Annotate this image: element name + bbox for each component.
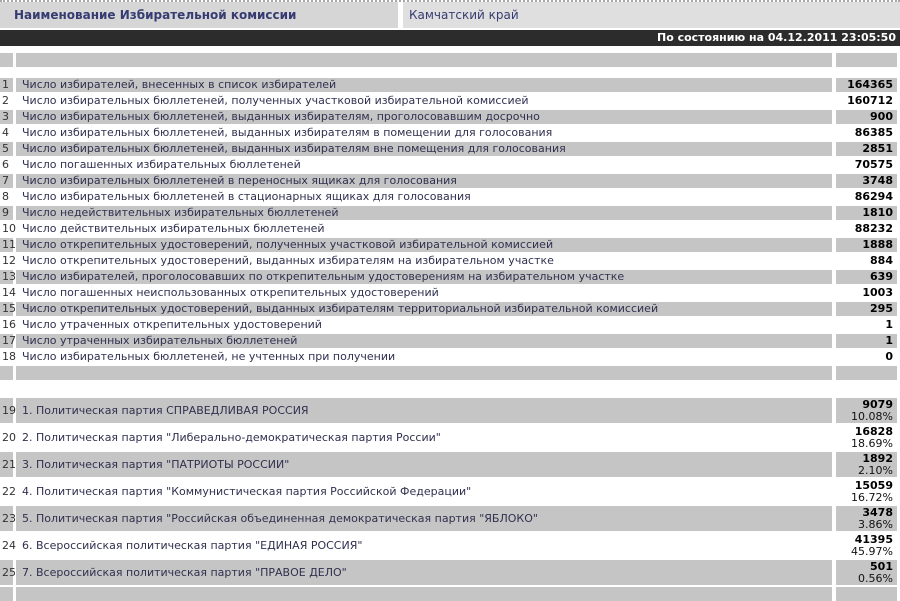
stats-row [0,334,900,348]
row-label: Число действительных избирательных бюллетеней [16,222,832,236]
row-number: 16 [2,318,16,331]
party-result-cell [836,425,897,450]
party-row [0,398,900,423]
party-votes: 15059 [854,479,893,492]
stats-row [0,222,900,236]
spacer-num-cell [0,366,13,380]
spacer-row-top [0,53,900,67]
row-value: 1810 [836,206,897,220]
status-timestamp-text: По состоянию на 04.12.2011 23:05:50 [656,31,896,44]
row-label: Число погашенных избирательных бюллетеней [16,158,832,172]
commission-header [0,0,900,28]
stats-row [0,350,900,364]
party-name-label: 1. Политическая партия СПРАВЕДЛИВАЯ РОССИЯ [16,398,832,423]
row-label: Число избирательных бюллетеней, выданных избирателям вне помещения для голосования [16,142,832,156]
row-value: 1003 [836,286,897,300]
spacer-row-middle [0,366,900,380]
row-number: 25 [0,560,13,585]
party-results-table [0,398,900,585]
stats-row [0,302,900,316]
row-label: Число открепительных удостоверений, выданных избирателям территориальной избирательной комиссией [16,302,832,316]
status-bar [0,30,900,46]
spacer-value-cell [836,587,897,601]
party-percent: 3.86% [858,518,893,531]
party-result-cell [836,506,897,531]
row-number: 9 [0,206,13,220]
spacer-value-cell [836,53,897,67]
stats-row [0,110,900,124]
row-label: Число избирательных бюллетеней, полученных участковой избирательной комиссией [16,94,832,108]
stats-row [0,142,900,156]
row-label: Число утраченных открепительных удостоверений [16,318,832,332]
party-name-label: 6. Всероссийская политическая партия "ЕДИНАЯ РОССИЯ" [16,533,832,558]
row-label: Число открепительных удостоверений, выданных избирателям на избирательном участке [16,254,832,268]
party-row [0,479,900,504]
stats-row [0,158,900,172]
row-number: 19 [0,398,13,423]
party-row [0,560,900,585]
row-label: Число избирателей, проголосовавших по открепительным удостоверениям на избирательном участке [16,270,832,284]
row-value: 1 [836,334,897,348]
spacer-row-bottom-clipped [0,587,900,601]
row-value: 1888 [836,238,897,252]
row-number: 2 [0,94,13,108]
party-row [0,425,900,450]
row-value: 0 [836,350,897,364]
party-result-cell [836,398,897,423]
row-label: Число избирательных бюллетеней, выданных избирателям в помещении для голосования [16,126,832,140]
party-percent: 10.08% [851,410,893,423]
stats-row [0,174,900,188]
stats-table [0,78,900,364]
party-name-label: 3. Политическая партия "ПАТРИОТЫ РОССИИ" [16,452,832,477]
party-percent: 16.72% [851,491,893,504]
stats-row [0,206,900,220]
party-result-cell [836,452,897,477]
row-value: 3748 [836,174,897,188]
row-label: Число избирательных бюллетеней, не учтенных при получении [16,350,832,364]
row-label: Число недействительных избирательных бюллетеней [16,206,832,220]
row-label: Число утраченных избирательных бюллетеней [16,334,832,348]
row-number: 13 [2,270,16,283]
row-value: 2851 [836,142,897,156]
party-result-cell [836,560,897,585]
party-name-label: 4. Политическая партия "Коммунистическая партия Российской Федерации" [16,479,832,504]
row-value: 639 [836,270,897,284]
region-name: Камчатский край [403,2,900,28]
row-number: 20 [0,425,13,450]
party-votes: 501 [870,560,893,573]
row-value: 295 [836,302,897,316]
row-number: 1 [0,78,13,92]
row-number: 15 [2,302,16,315]
spacer-num-cell [0,53,13,67]
row-value: 884 [836,254,897,268]
row-number: 3 [0,110,13,124]
row-number: 12 [2,254,16,267]
row-number: 23 [0,506,13,531]
row-value: 160712 [836,94,897,108]
commission-name-label: Наименование Избирательной комиссии [0,2,398,28]
party-percent: 18.69% [851,437,893,450]
stats-row [0,94,900,108]
party-result-cell [836,533,897,558]
party-name-label: 7. Всероссийская политическая партия "ПРАВОЕ ДЕЛО" [16,560,832,585]
stats-row [0,238,900,252]
row-value: 86385 [836,126,897,140]
party-votes: 16828 [854,425,893,438]
spacer-label-cell [16,366,832,380]
row-number: 6 [0,158,13,172]
spacer-num-cell [0,587,13,601]
spacer-value-cell [836,366,897,380]
row-label: Число избирательных бюллетеней, выданных избирателям, проголосовавшим досрочно [16,110,832,124]
row-label: Число погашенных неиспользованных открепительных удостоверений [16,286,832,300]
row-number: 10 [2,222,16,235]
row-value: 1 [836,318,897,332]
row-number: 11 [2,238,16,251]
row-number: 5 [0,142,13,156]
party-name-label: 5. Политическая партия "Российская объединенная демократическая партия "ЯБЛОКО" [16,506,832,531]
row-label: Число избирателей, внесенных в список избирателей [16,78,832,92]
row-number: 14 [2,286,16,299]
party-percent: 0.56% [858,572,893,585]
party-row [0,452,900,477]
row-value: 900 [836,110,897,124]
row-number: 24 [0,533,13,558]
row-number: 18 [2,350,16,363]
stats-row [0,190,900,204]
row-number: 22 [0,479,13,504]
row-number: 4 [0,126,13,140]
row-label: Число избирательных бюллетеней в стационарных ящиках для голосования [16,190,832,204]
stats-row [0,254,900,268]
party-votes: 1892 [862,452,893,465]
party-row [0,506,900,531]
party-votes: 3478 [862,506,893,519]
stats-row [0,126,900,140]
row-number: 17 [2,334,16,347]
spacer-label-cell [16,53,832,67]
row-value: 164365 [836,78,897,92]
party-votes: 9079 [862,398,893,411]
spacer-label-cell [16,587,832,601]
party-result-cell [836,479,897,504]
party-votes: 41395 [854,533,893,546]
stats-row [0,286,900,300]
row-label: Число открепительных удостоверений, полученных участковой избирательной комиссией [16,238,832,252]
row-number: 21 [0,452,13,477]
party-percent: 2.10% [858,464,893,477]
stats-row [0,318,900,332]
stats-row [0,78,900,92]
row-number: 8 [0,190,13,204]
party-name-label: 2. Политическая партия "Либерально-демократическая партия России" [16,425,832,450]
party-row [0,533,900,558]
row-value: 70575 [836,158,897,172]
row-value: 86294 [836,190,897,204]
party-percent: 45.97% [851,545,893,558]
row-number: 7 [0,174,13,188]
stats-row [0,270,900,284]
row-label: Число избирательных бюллетеней в переносных ящиках для голосования [16,174,832,188]
row-value: 88232 [836,222,897,236]
